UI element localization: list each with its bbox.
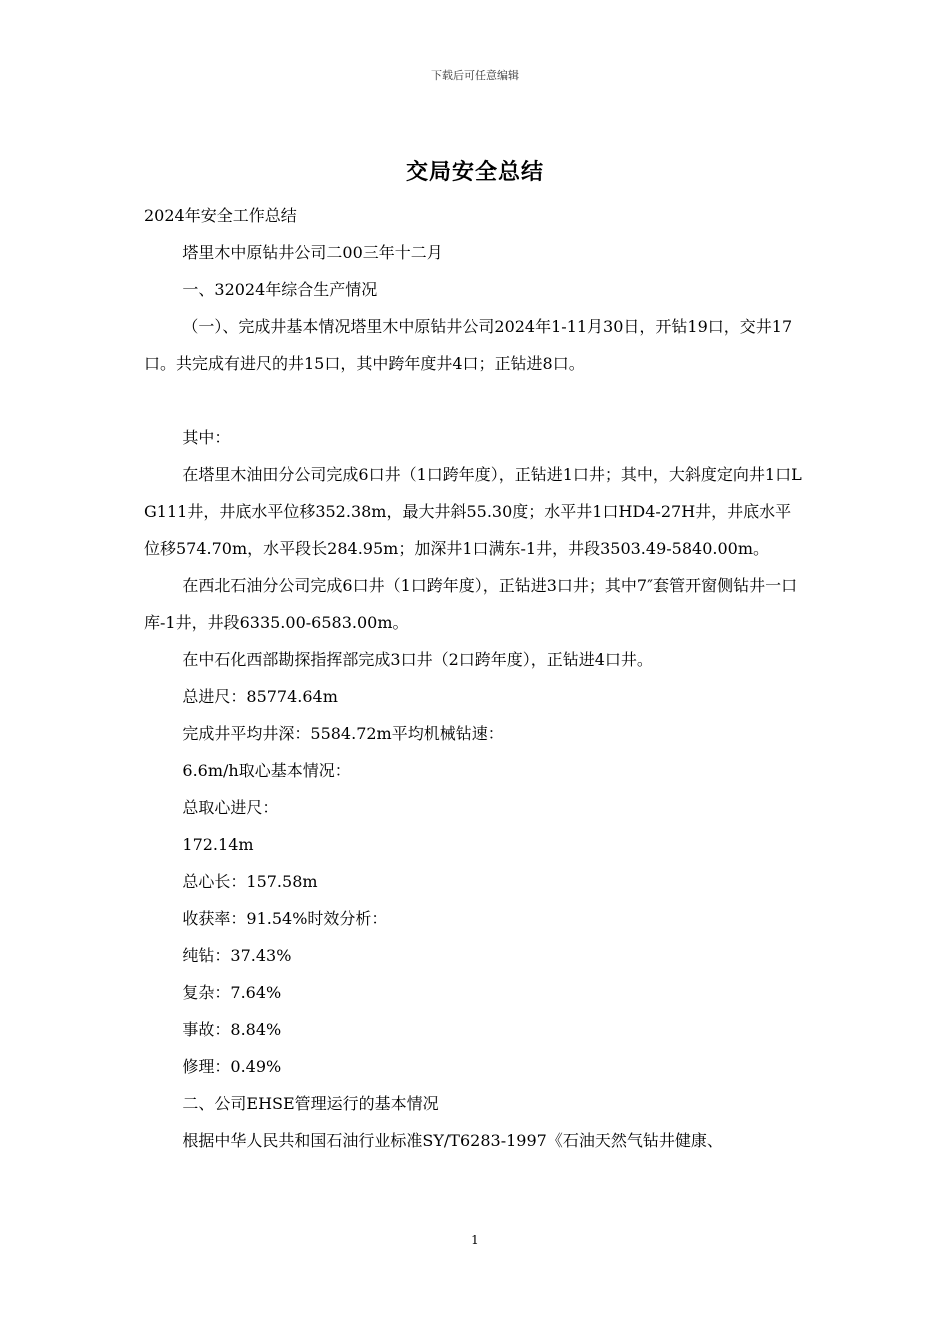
stat-line: 172.14m [182,835,254,854]
paragraph: 在塔里木油田分公司完成6口井（1口跨年度），正钻进1口井；其中，大斜度定向井1口LG111井，井底水平位移352.38m，最大井斜55.30度；水平井1口HD4-27H井，井底水平位移574.70m，水平段长284.95m；加深井1口满东-1井，井段3503.49-5840.00m。 [144,465,802,558]
stat-line: 6.6m/h取心基本情况： [182,761,351,780]
section-heading: 一、32024年综合生产情况 [182,280,378,299]
paragraph: （一）、完成井基本情况塔里木中原钻井公司2024年1-11月30日，开钻19口，交井17口。共完成有进尺的井15口，其中跨年度井4口；正钻进8口。 [144,317,793,373]
stat-line: 复杂：7.64% [182,983,282,1002]
page-header: 下载后可任意编辑 [431,69,519,82]
paragraph-gap [144,382,806,419]
paragraph: 在中石化西部勘探指挥部完成3口井（2口跨年度），正钻进4口井。 [182,650,653,669]
stat-line: 事故：8.84% [182,1020,282,1039]
paragraph: 在西北石油分公司完成6口井（1口跨年度），正钻进3口井；其中7″套管开窗侧钻井一口库-1井，井段6335.00-6583.00m。 [144,576,798,632]
paragraph: 2024年安全工作总结 [144,206,297,225]
stat-line: 完成井平均井深：5584.72m平均机械钻速： [182,724,504,743]
stat-line: 修理：0.49% [182,1057,282,1076]
paragraph: 其中： [182,428,231,447]
stat-line: 总取心进尺： [182,798,279,817]
paragraph: 根据中华人民共和国石油行业标准SY/T6283-1997《石油天然气钻井健康、 [182,1131,723,1150]
paragraph: 塔里木中原钻井公司二00三年十二月 [182,243,443,262]
document-title: 交局安全总结 [405,160,544,185]
document-body [144,197,806,1159]
section-heading: 二、公司EHSE管理运行的基本情况 [182,1094,439,1113]
stat-line: 纯钻：37.43% [182,946,292,965]
stat-line: 总心长：157.58m [182,872,318,891]
page-number: 1 [471,1233,479,1247]
stat-line: 总进尺：85774.64m [182,687,338,706]
stat-line: 收获率：91.54%时效分析： [182,909,388,928]
